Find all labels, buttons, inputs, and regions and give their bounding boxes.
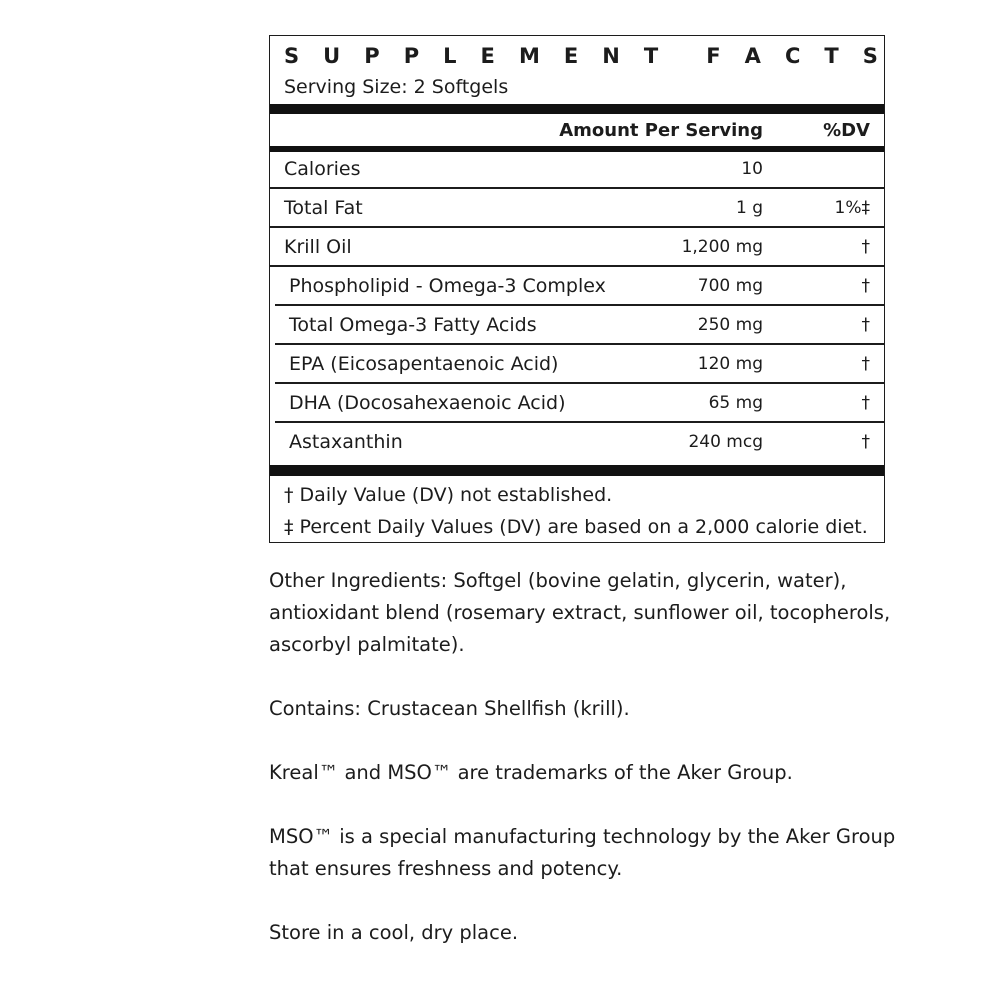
nutrient-name: Total Fat <box>284 197 363 219</box>
nutrient-name: Phospholipid - Omega-3 Complex <box>289 275 606 297</box>
title-letter: P <box>364 44 380 68</box>
nutrient-amount: 10 <box>741 159 763 179</box>
table-row <box>275 425 884 462</box>
row-divider <box>275 382 884 384</box>
title-letter: F <box>706 44 721 68</box>
row-divider <box>270 265 884 267</box>
title-letter: M <box>518 44 540 68</box>
nutrient-dv: † <box>861 393 870 413</box>
title-letter: E <box>480 44 495 68</box>
nutrient-dv: 1%‡ <box>834 198 870 218</box>
row-divider <box>270 187 884 189</box>
supplement-facts-title <box>284 42 878 70</box>
technology-statement: MSO™ is a special manufacturing technology by the Aker Group that ensures freshness and potency. <box>269 825 896 880</box>
row-divider <box>275 304 884 306</box>
thick-divider <box>270 465 884 476</box>
nutrient-amount: 120 mg <box>697 354 763 374</box>
nutrient-amount: 700 mg <box>697 276 763 296</box>
table-row <box>270 191 884 228</box>
table-row <box>275 308 884 345</box>
title-letter: N <box>602 44 620 68</box>
table-row <box>270 152 884 189</box>
other-ingredients: Other Ingredients: Softgel (bovine gelatin, glycerin, water), antioxidant blend (rosemary extract, sunflower oil, tocopherols, ascorbyl palmitate). <box>269 569 891 656</box>
title-letter: E <box>563 44 579 68</box>
allergen-statement: Contains: Crustacean Shellfish (krill). <box>269 697 630 720</box>
title-letter: T <box>643 44 659 68</box>
serving-size: Serving Size: 2 Softgels <box>284 76 509 98</box>
nutrient-dv: † <box>861 237 870 257</box>
title-letter: S <box>284 44 300 68</box>
table-row <box>275 269 884 306</box>
nutrient-dv: † <box>861 432 870 452</box>
footnote-dagger: † Daily Value (DV) not established. <box>284 484 613 506</box>
nutrient-amount: 65 mg <box>708 393 763 413</box>
row-divider <box>275 421 884 423</box>
nutrient-amount: 250 mg <box>697 315 763 335</box>
title-letter: A <box>744 44 761 68</box>
thick-divider <box>270 104 884 114</box>
storage-instructions: Store in a cool, dry place. <box>269 921 519 944</box>
row-divider <box>270 226 884 228</box>
nutrient-name: DHA (Docosahexaenoic Acid) <box>289 392 566 414</box>
table-row <box>275 347 884 384</box>
nutrient-name: Total Omega-3 Fatty Acids <box>289 314 537 336</box>
title-letter: T <box>824 44 839 68</box>
dv-header: %DV <box>823 120 870 141</box>
nutrient-dv: † <box>861 315 870 335</box>
table-row <box>275 386 884 423</box>
footnote-double-dagger: ‡ Percent Daily Values (DV) are based on a 2,000 calorie diet. <box>284 516 868 538</box>
nutrient-name: Krill Oil <box>284 236 352 258</box>
amount-header: Amount Per Serving <box>559 120 763 141</box>
nutrient-dv: † <box>861 354 870 374</box>
table-header <box>270 114 884 146</box>
title-letter: U <box>323 44 341 68</box>
nutrient-amount: 1,200 mg <box>681 237 763 257</box>
nutrient-amount: 240 mcg <box>688 432 763 452</box>
nutrient-amount: 1 g <box>735 198 763 218</box>
title-letter: S <box>862 44 878 68</box>
trademark-statement: Kreal™ and MSO™ are trademarks of the Aker Group. <box>269 761 793 784</box>
nutrient-name: Astaxanthin <box>289 431 403 453</box>
title-letter: P <box>403 44 420 68</box>
title-letter: L <box>443 44 457 68</box>
supplement-facts-panel <box>269 35 885 543</box>
table-row <box>270 230 884 267</box>
nutrient-name: Calories <box>284 158 361 180</box>
title-letter: C <box>784 44 801 68</box>
row-divider <box>275 343 884 345</box>
nutrient-dv: † <box>861 276 870 296</box>
nutrient-name: EPA (Eicosapentaenoic Acid) <box>289 353 559 375</box>
